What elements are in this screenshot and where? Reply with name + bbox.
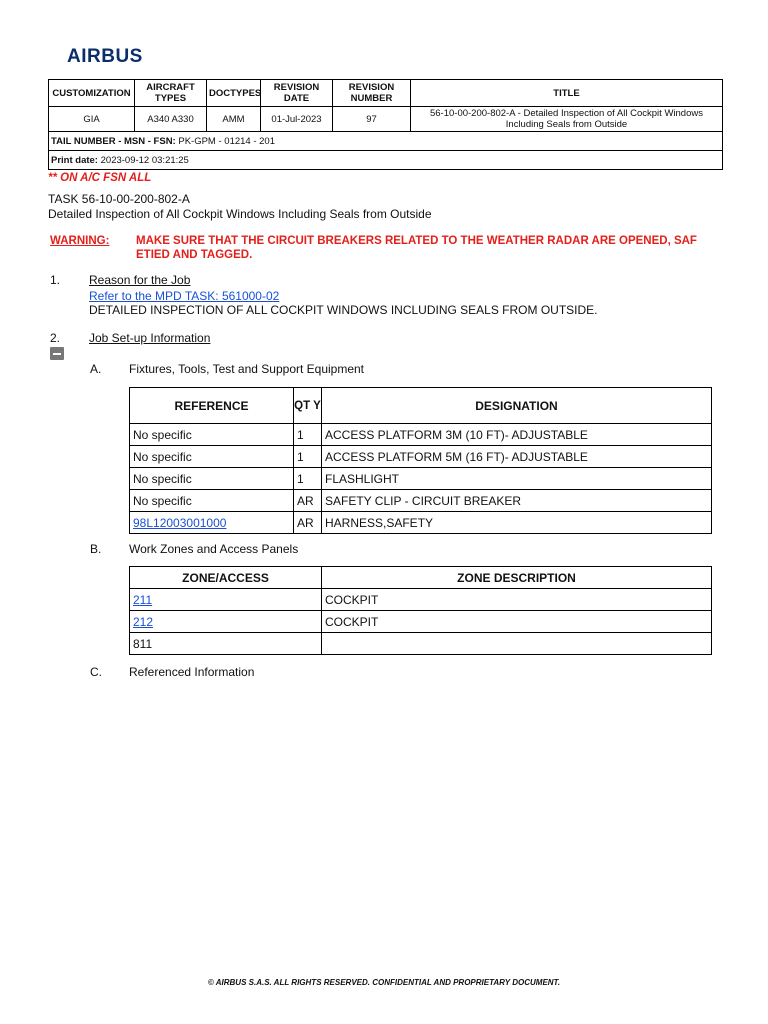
zone-description-cell (322, 633, 712, 655)
table-row (130, 424, 712, 446)
col-revision-date: REVISION DATE (261, 80, 333, 107)
print-date-cell (49, 151, 723, 170)
customization-value: GIA (49, 107, 135, 132)
zone-cell (130, 589, 322, 611)
print-date-label: Print date: (51, 154, 98, 166)
collapse-icon[interactable] (50, 347, 64, 360)
zone-description-cell: COCKPIT (322, 611, 712, 633)
designation-cell: FLASHLIGHT (322, 468, 712, 490)
zone-link[interactable]: 211 (133, 592, 153, 607)
metadata-header-row (49, 80, 723, 107)
metadata-value-row (49, 107, 723, 132)
warning-label: WARNING: (50, 235, 110, 247)
airbus-logo: AIRBUS (67, 46, 143, 67)
copyright-footer: © AIRBUS S.A.S. ALL RIGHTS RESERVED. CONFIDENTIAL AND PROPRIETARY DOCUMENT. (207, 978, 561, 987)
col-aircraft-types: AIRCRAFT TYPES (135, 80, 207, 107)
zone-link[interactable]: 212 (133, 614, 154, 629)
zones-table (129, 566, 712, 655)
table-header-row (130, 567, 712, 589)
section-title: Job Set-up Information (89, 331, 211, 345)
tail-number-cell (49, 132, 723, 151)
section-title: Reason for the Job (89, 273, 191, 287)
effectivity-note: ** ON A/C FSN ALL (48, 172, 152, 184)
subsection-title: Fixtures, Tools, Test and Support Equipment (129, 362, 365, 376)
qty-cell: 1 (294, 446, 322, 468)
header-zone-access: ZONE/ACCESS (130, 567, 322, 589)
table-row (130, 589, 712, 611)
tail-number-value: PK-GPM - 01214 - 201 (178, 135, 276, 147)
table-row (130, 611, 712, 633)
zone-description-cell: COCKPIT (322, 589, 712, 611)
revision-date-value: 01-Jul-2023 (261, 107, 333, 132)
designation-cell: ACCESS PLATFORM 3M (10 FT)- ADJUSTABLE (322, 424, 712, 446)
part-number-link[interactable]: 98L12003001000 (133, 515, 227, 530)
task-number: TASK 56-10-00-200-802-A (48, 192, 190, 206)
section-number: 1. (50, 273, 61, 287)
reason-text: DETAILED INSPECTION OF ALL COCKPIT WINDOWS INCLUDING SEALS FROM OUTSIDE. (89, 303, 598, 317)
task-title: Detailed Inspection of All Cockpit Windows Including Seals from Outside (48, 207, 432, 221)
title-value: 56-10-00-200-802-A - Detailed Inspection of All Cockpit Windows Including Seals from Outside (411, 107, 723, 132)
col-doctypes: DOCTYPES (207, 80, 261, 107)
reference-cell: No specific (130, 446, 294, 468)
table-row (130, 512, 712, 534)
table-row (130, 490, 712, 512)
tail-number-label: TAIL NUMBER - MSN - FSN: (51, 135, 176, 147)
task-heading (48, 192, 432, 222)
qty-cell: 1 (294, 424, 322, 446)
doctypes-value: AMM (207, 107, 261, 132)
qty-cell: 1 (294, 468, 322, 490)
table-row (130, 633, 712, 655)
subsection-title: Work Zones and Access Panels (129, 542, 299, 556)
qty-cell: AR (294, 490, 322, 512)
aircraft-types-value: A340 A330 (135, 107, 207, 132)
header-zone-description: ZONE DESCRIPTION (322, 567, 712, 589)
print-date-row (49, 151, 723, 170)
subsection-letter: A. (90, 362, 102, 376)
tools-table (129, 387, 712, 534)
designation-cell: SAFETY CLIP - CIRCUIT BREAKER (322, 490, 712, 512)
table-header-row (130, 388, 712, 424)
table-row (130, 446, 712, 468)
col-revision-number: REVISION NUMBER (333, 80, 411, 107)
header-reference: REFERENCE (130, 388, 294, 424)
reference-cell: No specific (130, 424, 294, 446)
subsection-letter: B. (90, 542, 102, 556)
document-metadata-table (48, 79, 723, 170)
tail-number-row (49, 132, 723, 151)
designation-cell: ACCESS PLATFORM 5M (16 FT)- ADJUSTABLE (322, 446, 712, 468)
col-customization: CUSTOMIZATION (49, 80, 135, 107)
mpd-task-link[interactable]: Refer to the MPD TASK: 561000-02 (89, 289, 280, 303)
header-designation: DESIGNATION (322, 388, 712, 424)
header-qty: QT Y (294, 388, 322, 424)
warning-text: MAKE SURE THAT THE CIRCUIT BREAKERS RELATED TO THE WEATHER RADAR ARE OPENED, SAF ETIED AND TAGGED. (136, 235, 697, 261)
designation-cell: HARNESS,SAFETY (322, 512, 712, 534)
zone-cell (130, 611, 322, 633)
reference-cell: No specific (130, 468, 294, 490)
subsection-letter: C. (90, 665, 102, 679)
revision-number-value: 97 (333, 107, 411, 132)
zone-cell: 811 (130, 633, 322, 655)
reference-cell: No specific (130, 490, 294, 512)
table-row (130, 468, 712, 490)
section-number: 2. (50, 331, 61, 345)
subsection-title: Referenced Information (129, 665, 255, 679)
qty-cell: AR (294, 512, 322, 534)
col-title: TITLE (411, 80, 723, 107)
reference-cell (130, 512, 294, 534)
print-date-value: 2023-09-12 03:21:25 (100, 154, 189, 166)
